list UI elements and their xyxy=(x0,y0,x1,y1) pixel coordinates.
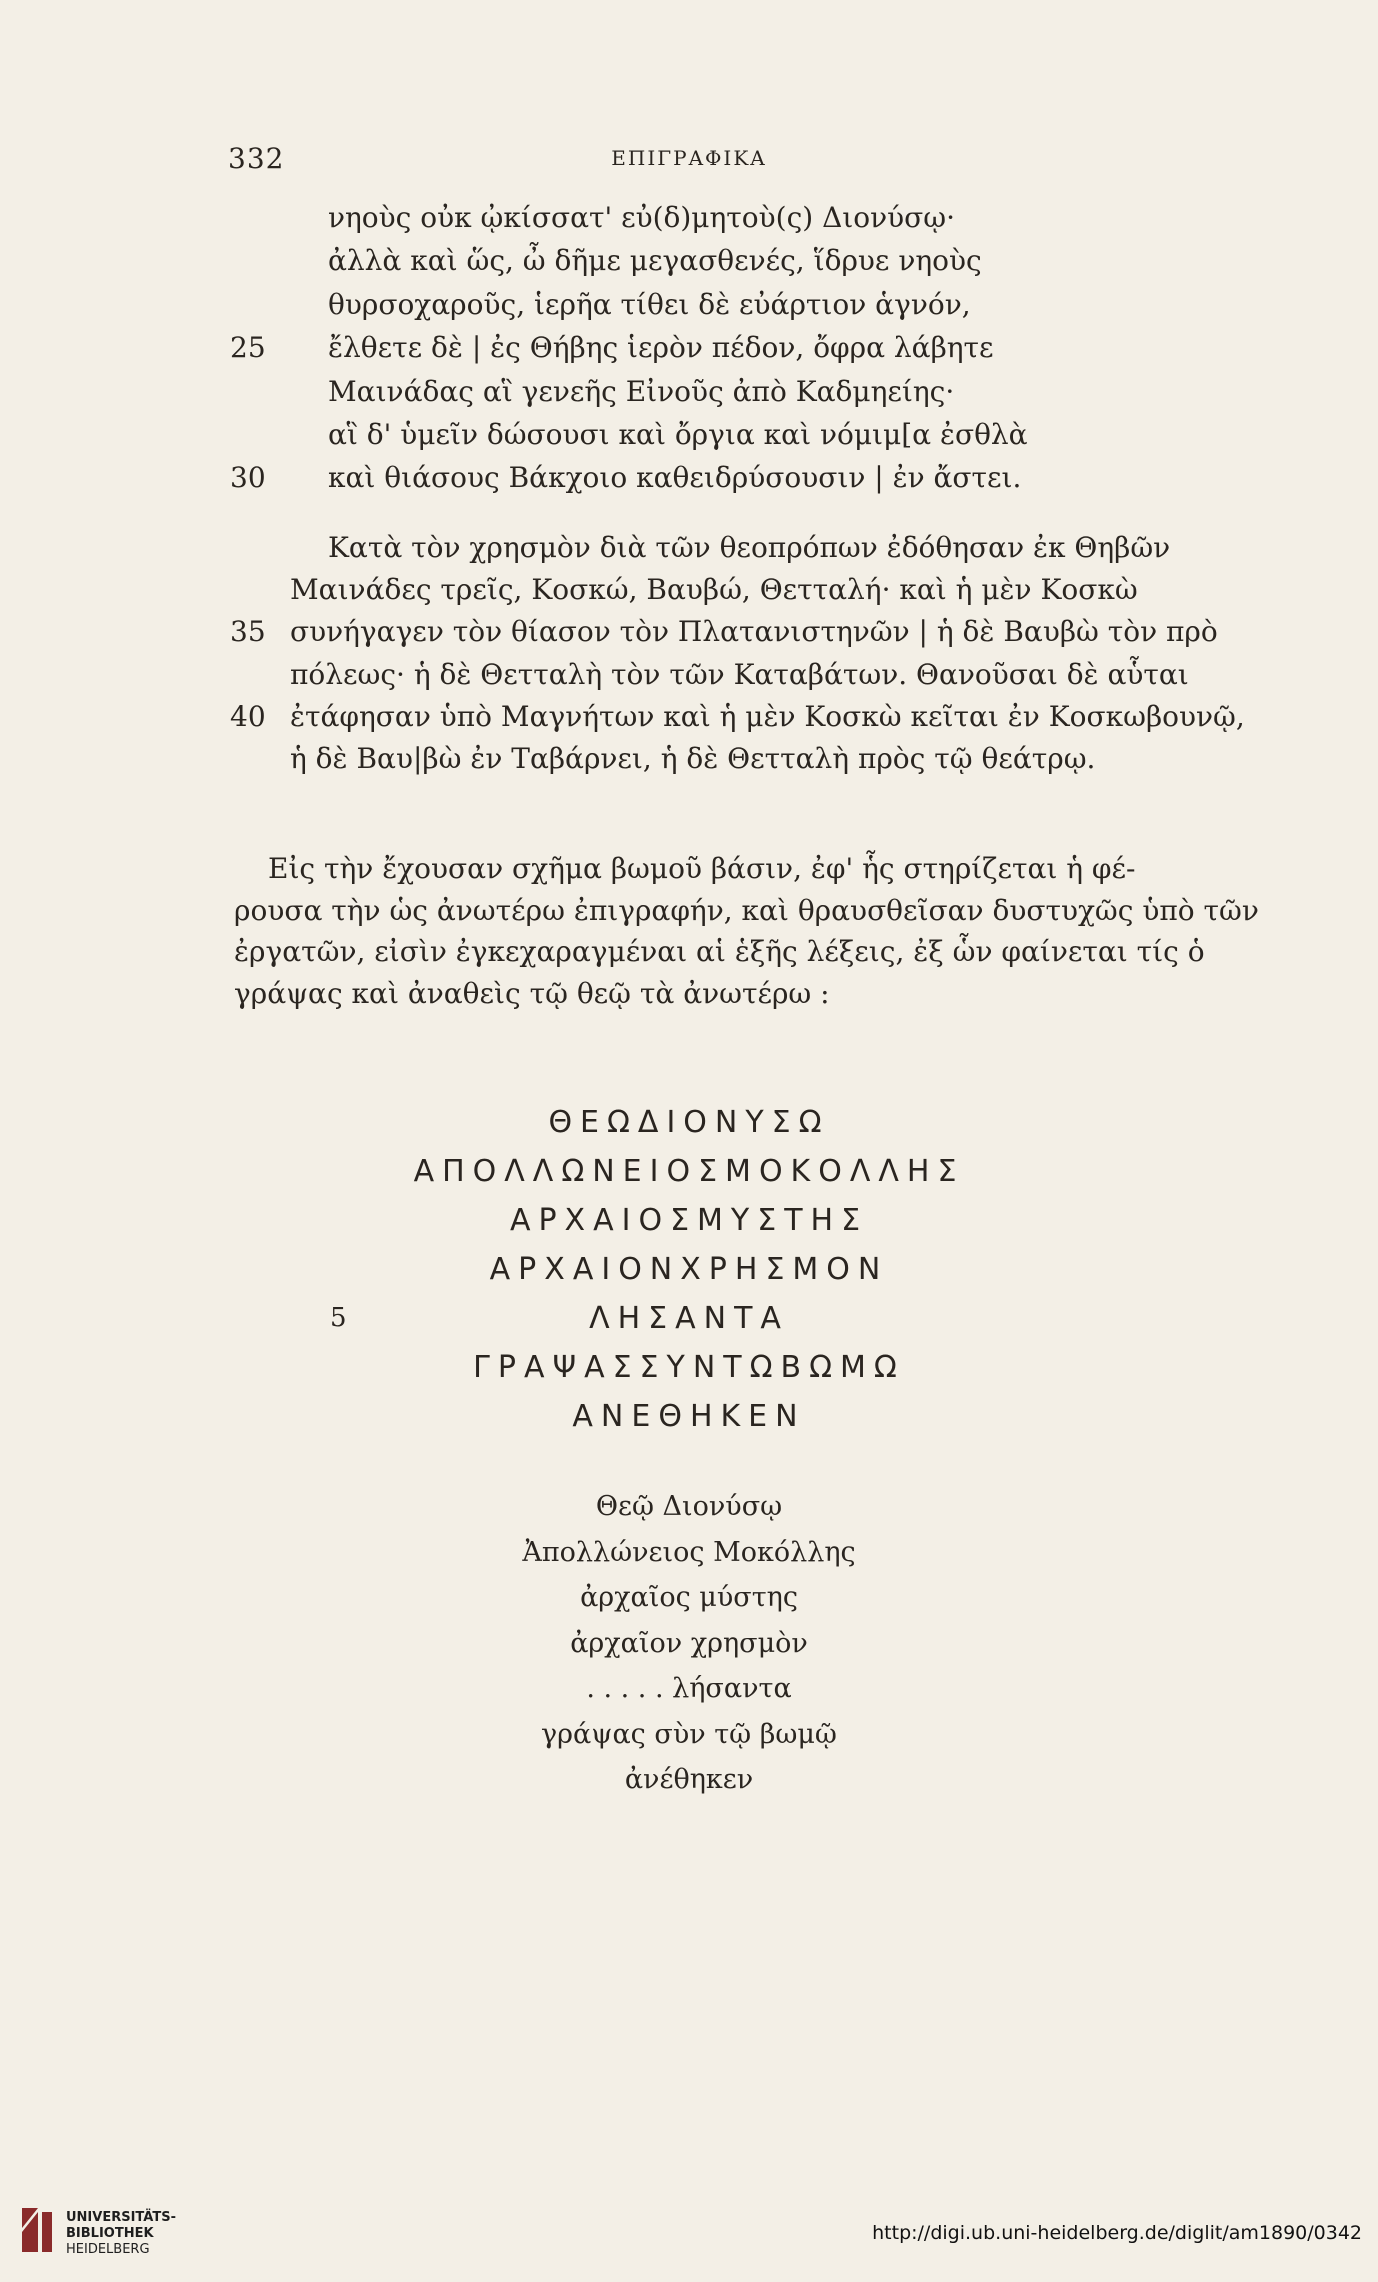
transcription-line-text: ἀνέθηκεν xyxy=(624,1764,754,1795)
library-name-line: UNIVERSITÄTS- xyxy=(66,2210,176,2225)
inscription-majuscule xyxy=(0,1098,1378,1441)
transcription-line-text: ἀρχαῖος μύστης xyxy=(580,1582,798,1613)
inscription-line-text: ΘΕΩΔΙΟΝΥΣΩ xyxy=(548,1105,830,1140)
paragraph-line xyxy=(0,931,1378,973)
inscription-line xyxy=(0,1196,1378,1245)
inscription-line xyxy=(0,1392,1378,1441)
library-name-line: HEIDELBERG xyxy=(66,2242,150,2257)
poem-line-text: Μαινάδας αἳ γενεῆς Εἰνοῦς ἀπὸ Καδμηείης· xyxy=(328,374,955,408)
paragraph-line-text: Εἰς τὴν ἔχουσαν σχῆμα βωμοῦ βάσιν, ἐφ' ἧς στηρίζεται ἡ φέ- xyxy=(268,852,1136,885)
commentary-paragraph xyxy=(0,848,1378,1014)
poem-line-text: καὶ θιάσους Βάκχοιο καθειδρύσουσιν | ἐν ἄστει. xyxy=(328,461,1022,495)
transcription-line xyxy=(0,1575,1378,1621)
narrative-line-text: πόλεως· ἡ δὲ Θετταλὴ τὸν τῶν Καταβάτων. Θανοῦσαι δὲ αὗται xyxy=(290,657,1189,691)
paragraph-line-text: ρουσα τὴν ὡς ἀνωτέρω ἐπιγραφήν, καὶ θραυσθεῖσαν δυστυχῶς ὑπὸ τῶν xyxy=(234,893,1259,927)
poem-line xyxy=(0,413,1378,456)
narrative-line xyxy=(0,654,1378,696)
narrative-line xyxy=(0,696,1378,738)
poem-line xyxy=(0,283,1378,326)
poem-line-text: θυρσοχαροῦς, ἱερῆα τίθει δὲ εὐάρτιον ἁγνόν, xyxy=(328,287,971,321)
transcription-line-text: Ἀπολλώνειος Μοκόλλης xyxy=(522,1536,856,1568)
inscription-line xyxy=(0,1098,1378,1147)
paragraph-line-text: γράψας καὶ ἀναθεὶς τῷ θεῷ τὰ ἀνωτέρω : xyxy=(234,976,830,1010)
transcription-line xyxy=(0,1666,1378,1712)
narrative-line xyxy=(0,569,1378,611)
line-number: 5 xyxy=(330,1303,347,1333)
poem-line xyxy=(0,196,1378,239)
library-logo-icon xyxy=(16,2206,56,2254)
inscription-line-text: ΑΠΟΛΛΩΝΕΙΟΣΜΟΚΟΛΛΗΣ xyxy=(413,1154,965,1189)
poem-line-text: ἔλθετε δὲ | ἐς Θήβης ἱερὸν πέδον, ὄφρα λάβητε xyxy=(328,331,994,365)
page-number: 332 xyxy=(228,142,285,175)
narrative-block xyxy=(0,527,1378,780)
poem-line xyxy=(0,239,1378,282)
poem-line-text: ἀλλὰ καὶ ὥς, ὦ δῆμε μεγασθενές, ἵδρυε νηοὺς xyxy=(328,244,982,278)
running-title: ΕΠΙΓΡΑΦΙΚΑ xyxy=(611,146,767,170)
transcription-line xyxy=(0,1712,1378,1758)
inscription-line xyxy=(0,1294,1378,1343)
line-number: 25 xyxy=(230,331,266,365)
digitization-footer xyxy=(0,2206,1378,2266)
transcription-line xyxy=(0,1757,1378,1803)
page-header xyxy=(0,142,1378,182)
inscription-line-text: ΑΡΧΑΙΟΝΧΡΗΣΜΟΝ xyxy=(489,1252,889,1287)
inscription-line xyxy=(0,1343,1378,1392)
source-url-link[interactable]: http://digi.ub.uni-heidelberg.de/diglit/am1890/0342 xyxy=(872,2222,1362,2244)
paragraph-line xyxy=(0,973,1378,1015)
narrative-line xyxy=(0,611,1378,653)
narrative-line xyxy=(0,527,1378,569)
transcription-line-text: ἀρχαῖον χρησμὸν xyxy=(570,1627,808,1659)
transcription-line-text: . . . . . λήσαντα xyxy=(586,1673,792,1704)
library-name xyxy=(66,2210,176,2258)
poem-line xyxy=(0,370,1378,413)
poem-block xyxy=(0,196,1378,500)
paragraph-line xyxy=(0,848,1378,890)
library-name-line: BIBLIOTHEK xyxy=(66,2226,154,2241)
inscription-line-text: ΓΡΑΨΑΣΣΥΝΤΩΒΩΜΩ xyxy=(473,1350,905,1385)
poem-line-text: νηοὺς οὐκ ᾠκίσσατ' εὐ(δ)μητοὺ(ς) Διονύσῳ· xyxy=(328,201,956,234)
paragraph-line xyxy=(0,890,1378,932)
transcription-line xyxy=(0,1484,1378,1530)
line-number: 40 xyxy=(230,699,266,733)
transcription-line xyxy=(0,1621,1378,1667)
inscription-line xyxy=(0,1147,1378,1196)
narrative-line-text: συνήγαγεν τὸν θίασον τὸν Πλατανιστηνῶν | ἡ δὲ Βαυβὼ τὸν πρὸ xyxy=(290,615,1218,649)
transcription-line xyxy=(0,1530,1378,1576)
line-number: 30 xyxy=(230,461,266,495)
poem-line xyxy=(0,326,1378,369)
narrative-line xyxy=(0,738,1378,780)
inscription-line xyxy=(0,1245,1378,1294)
inscription-transcription xyxy=(0,1484,1378,1803)
inscription-line-text: ΑΝΕΘΗΚΕΝ xyxy=(572,1399,806,1434)
inscription-line-text: ΑΡΧΑΙΟΣΜΥΣΤΗΣ xyxy=(509,1203,869,1238)
inscription-line-text: ΛΗΣΑΝΤΑ xyxy=(589,1301,789,1336)
narrative-line-text: ἡ δὲ Βαυ|βὼ ἐν Ταβάρνει, ἡ δὲ Θετταλὴ πρὸς τῷ θεάτρῳ. xyxy=(290,741,1096,775)
line-number: 35 xyxy=(230,615,266,649)
narrative-line-text: Κατὰ τὸν χρησμὸν διὰ τῶν θεοπρόπων ἐδόθησαν ἐκ Θηβῶν xyxy=(328,531,1171,564)
transcription-line-text: Θεῷ Διονύσῳ xyxy=(595,1491,783,1522)
narrative-line-text: ἐτάφησαν ὑπὸ Μαγνήτων καὶ ἡ μὲν Κοσκὼ κεῖται ἐν Κοσκωβουνῷ, xyxy=(290,699,1245,733)
transcription-line-text: γράψας σὺν τῷ βωμῷ xyxy=(541,1718,837,1750)
paragraph-line-text: ἐργατῶν, εἰσὶν ἐγκεχαραγμέναι αἱ ἑξῆς λέξεις, ἐξ ὧν φαίνεται τίς ὁ xyxy=(234,935,1205,968)
poem-line-text: αἳ δ' ὑμεῖν δώσουσι καὶ ὄργια καὶ νόμιμ[α ἐσθλὰ xyxy=(328,417,1028,451)
narrative-line-text: Μαινάδες τρεῖς, Κοσκώ, Βαυβώ, Θετταλή· καὶ ἡ μὲν Κοσκὼ xyxy=(290,573,1138,607)
poem-line xyxy=(0,456,1378,499)
